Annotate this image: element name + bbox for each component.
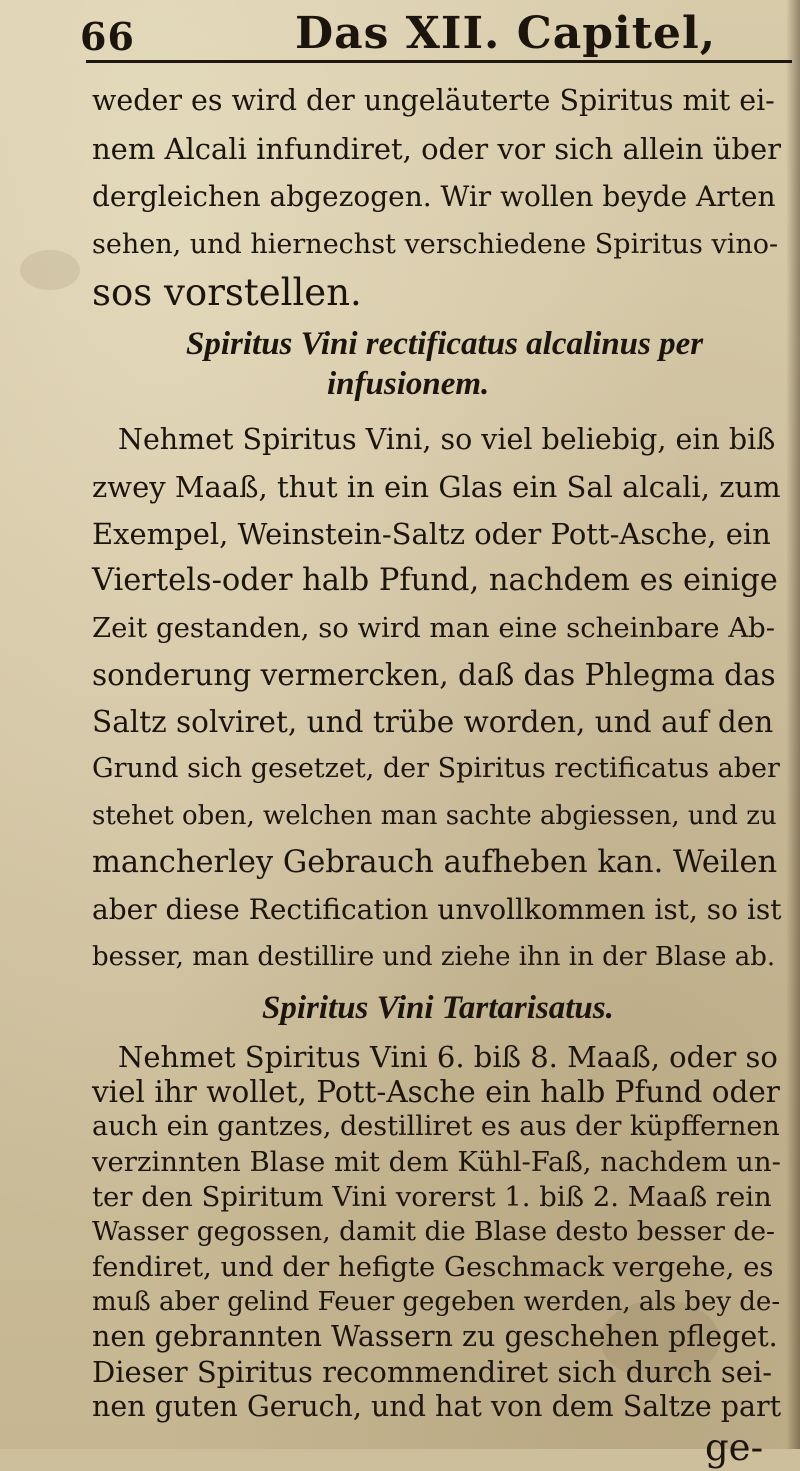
text-line: sehen, und hiernechst verschiedene Spiritus vino-	[92, 229, 779, 260]
text-line: stehet oben, welchen man sachte abgiessen, und zu	[92, 801, 777, 831]
text-line: mancherley Gebrauch aufheben kan. Weilen	[92, 845, 778, 880]
paper-stain	[20, 250, 80, 290]
page-edge-shadow	[786, 0, 800, 1449]
section-subheading: Spiritus Vini rectificatus alcalinus per	[186, 326, 704, 362]
text-line: muß aber gelind Feuer gegeben werden, als bey de-	[92, 1287, 781, 1317]
text-line: viel ihr wollet, Pott-Asche ein halb Pfund oder	[92, 1075, 780, 1109]
page-number: 66	[80, 14, 135, 59]
text-line: verzinnten Blase mit dem Kühl-Faß, nachdem un-	[92, 1146, 781, 1178]
text-line: Zeit gestanden, so wird man eine scheinbare Ab-	[92, 612, 776, 644]
text-line: Nehmet Spiritus Vini 6. biß 8. Maaß, oder so	[118, 1040, 778, 1074]
section-subheading: Spiritus Vini Tartarisatus.	[262, 990, 614, 1026]
section-subheading: infusionem.	[327, 366, 490, 402]
text-line: fendiret, und der hefigte Geschmack vergehe, es	[92, 1251, 774, 1283]
text-line: dergleichen abgezogen. Wir wollen beyde Arten	[92, 180, 776, 213]
text-line: weder es wird der ungeläuterte Spiritus mit ei-	[92, 84, 775, 117]
text-line: Grund sich gesetzet, der Spiritus rectificatus aber	[92, 753, 780, 784]
text-line: Nehmet Spiritus Vini, so viel beliebig, ein biß	[118, 423, 776, 456]
text-line: Saltz solviret, und trübe worden, und auf den	[92, 705, 774, 739]
text-line: Dieser Spiritus recommendiret sich durch sei-	[92, 1355, 773, 1389]
running-head: Das XII. Capitel,	[295, 8, 717, 59]
header-rule	[86, 60, 792, 63]
catchword: ge-	[705, 1426, 764, 1469]
text-line: Wasser gegossen, damit die Blase desto besser de-	[92, 1216, 775, 1247]
page-header	[70, 8, 770, 64]
text-line: Viertels-oder halb Pfund, nachdem es einige	[92, 563, 778, 598]
text-line: aber diese Rectification unvollkommen ist, so ist	[92, 893, 782, 926]
text-line: ter den Spiritum Vini vorerst 1. biß 2. Maaß rein	[92, 1181, 772, 1213]
text-line: zwey Maaß, thut in ein Glas ein Sal alcali, zum	[92, 470, 781, 504]
text-line: Exempel, Weinstein-Saltz oder Pott-Asche, ein	[92, 517, 771, 551]
text-line: nen gebrannten Wassern zu geschehen pfleget.	[92, 1320, 778, 1353]
text-line: nem Alcali infundiret, oder vor sich allein über	[92, 132, 781, 166]
text-line: auch ein gantzes, destilliret es aus der küpffernen	[92, 1111, 780, 1142]
text-line: sos vorstellen.	[92, 271, 362, 314]
text-line: sonderung vermercken, daß das Phlegma das	[92, 658, 776, 692]
text-line: nen guten Geruch, und hat von dem Saltze part	[92, 1390, 782, 1423]
text-line: besser, man destillire und ziehe ihn in der Blase ab.	[92, 942, 776, 972]
